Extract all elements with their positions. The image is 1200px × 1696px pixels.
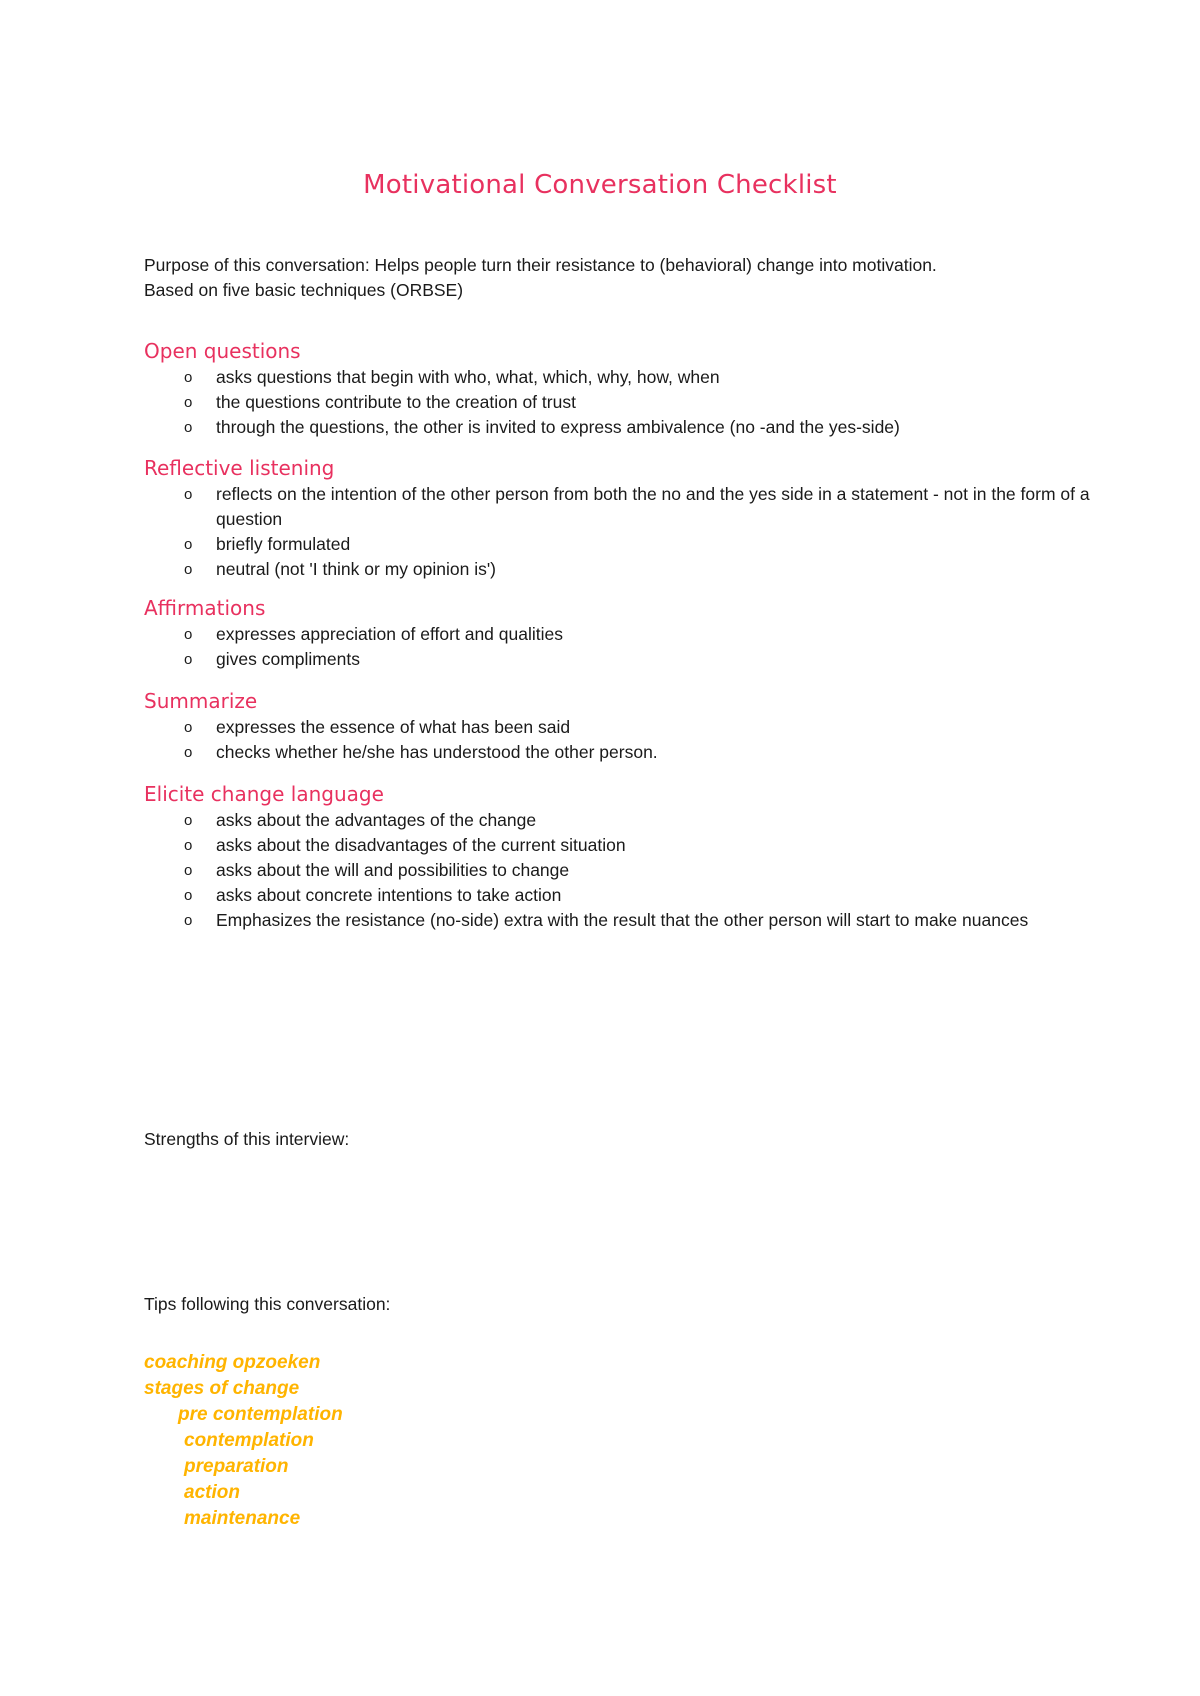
- tips-label: Tips following this conversation:: [144, 1294, 391, 1314]
- list-item: [144, 740, 1104, 765]
- section-elicite-change-language: [144, 780, 1104, 933]
- bullet-icon: o: [184, 651, 193, 668]
- list-item: [144, 622, 1104, 647]
- bullet-list: [144, 482, 1104, 582]
- bullet-icon: o: [184, 419, 193, 436]
- bullet-icon: o: [184, 812, 193, 829]
- list-item: [144, 883, 1104, 908]
- notes-line: stages of change: [144, 1378, 300, 1399]
- bullet-icon: o: [184, 719, 193, 736]
- list-item-text: briefly formulated: [216, 534, 351, 554]
- list-item-text: checks whether he/she has understood the other person.: [216, 742, 658, 762]
- list-item-text: the questions contribute to the creation of trust: [216, 392, 576, 412]
- list-item-text: through the questions, the other is invited to express ambivalence (no -and the yes-side): [216, 417, 900, 437]
- list-item: [144, 715, 1104, 740]
- bullet-icon: o: [184, 626, 193, 643]
- list-item: [144, 833, 1104, 858]
- bullet-icon: o: [184, 561, 193, 578]
- bullet-list: [144, 715, 1104, 765]
- section-summarize: [144, 687, 1104, 765]
- bullet-list: [144, 622, 1104, 672]
- bullet-icon: o: [184, 837, 193, 854]
- bullet-list: [144, 808, 1104, 933]
- bullet-list: [144, 365, 1104, 440]
- section-heading: Open questions: [144, 339, 301, 363]
- list-item: [144, 532, 1104, 557]
- bullet-icon: o: [184, 369, 193, 386]
- bullet-icon: o: [184, 394, 193, 411]
- list-item-text: neutral (not 'I think or my opinion is'): [216, 559, 496, 579]
- list-item-text: asks questions that begin with who, what, which, why, how, when: [216, 367, 720, 387]
- section-heading: Affirmations: [144, 596, 266, 620]
- section-reflective-listening: [144, 454, 1104, 582]
- section-heading: Summarize: [144, 689, 258, 713]
- section-heading: Elicite change language: [144, 782, 384, 806]
- bullet-icon: o: [184, 887, 193, 904]
- list-item: [144, 808, 1104, 833]
- purpose-line-1: Purpose of this conversation: Helps people turn their resistance to (behavioral) change into motivation.: [144, 255, 937, 275]
- list-item-text: reflects on the intention of the other person from both the no and the yes side in a statement - not in the form of a question: [216, 484, 1090, 529]
- bullet-icon: o: [184, 862, 193, 879]
- list-item: [144, 365, 1104, 390]
- notes-stage: maintenance: [184, 1508, 301, 1529]
- notes-stage: preparation: [184, 1456, 289, 1477]
- strengths-label: Strengths of this interview:: [144, 1129, 350, 1149]
- list-item: [144, 908, 1104, 933]
- list-item-text: gives compliments: [216, 649, 360, 669]
- list-item-text: Emphasizes the resistance (no-side) extra with the result that the other person will start to make nuances: [216, 910, 1029, 930]
- notes-stage: pre contemplation: [178, 1404, 343, 1425]
- list-item: [144, 858, 1104, 883]
- list-item: [144, 390, 1104, 415]
- section-heading: Reflective listening: [144, 456, 335, 480]
- list-item: [144, 482, 1104, 532]
- list-item-text: asks about concrete intentions to take action: [216, 885, 562, 905]
- list-item: [144, 647, 1104, 672]
- list-item-text: expresses the essence of what has been said: [216, 717, 571, 737]
- list-item: [144, 415, 1104, 440]
- page-title: Motivational Conversation Checklist: [363, 170, 837, 200]
- notes-line: coaching opzoeken: [144, 1352, 321, 1373]
- purpose-text: [144, 253, 1104, 303]
- section-affirmations: [144, 594, 1104, 672]
- bullet-icon: o: [184, 486, 193, 503]
- purpose-line-2: Based on five basic techniques (ORBSE): [144, 280, 464, 300]
- notes-stage: contemplation: [184, 1430, 314, 1451]
- list-item-text: asks about the disadvantages of the current situation: [216, 835, 626, 855]
- list-item-text: expresses appreciation of effort and qualities: [216, 624, 563, 644]
- handwritten-notes: [144, 1350, 744, 1532]
- bullet-icon: o: [184, 536, 193, 553]
- list-item-text: asks about the advantages of the change: [216, 810, 537, 830]
- list-item: [144, 557, 1104, 582]
- bullet-icon: o: [184, 744, 193, 761]
- section-open-questions: [144, 337, 1104, 440]
- list-item-text: asks about the will and possibilities to change: [216, 860, 570, 880]
- notes-stage: action: [184, 1482, 240, 1503]
- bullet-icon: o: [184, 912, 193, 929]
